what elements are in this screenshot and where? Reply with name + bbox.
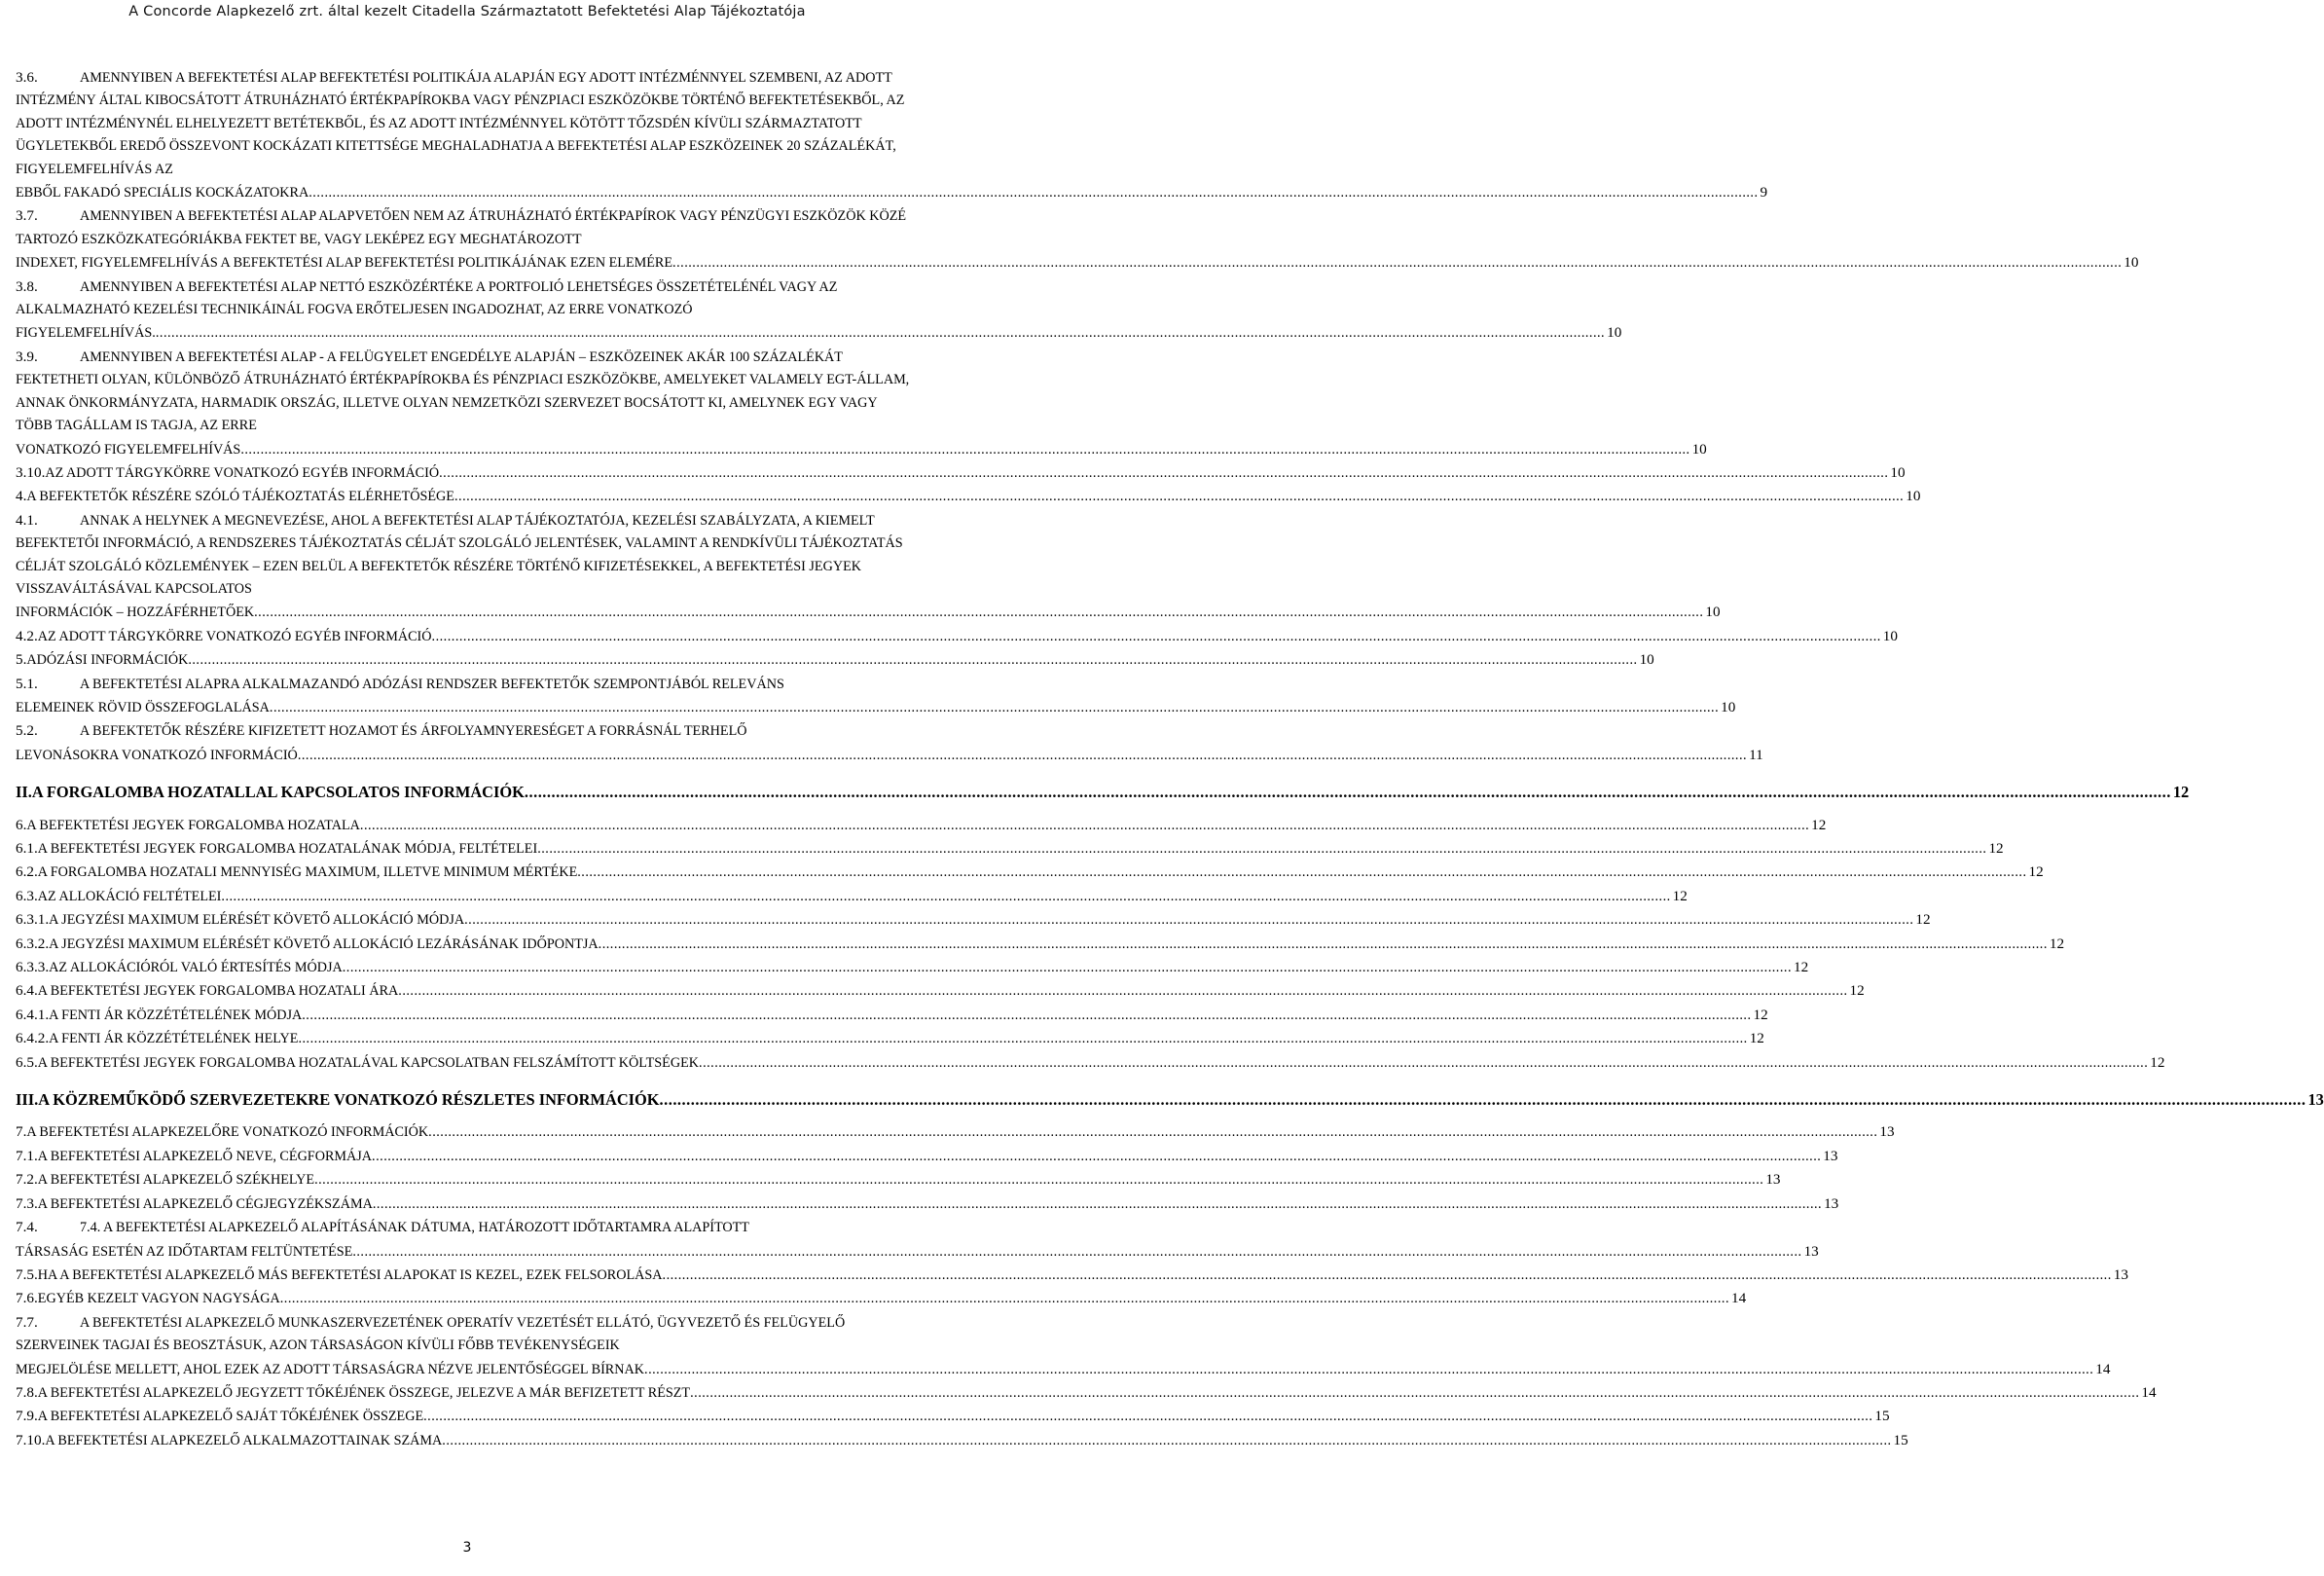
toc-entry[interactable] bbox=[16, 1381, 2157, 1405]
toc-page-number[interactable]: 12 bbox=[1672, 887, 1688, 904]
toc-entry-number: 7.7. bbox=[16, 1313, 38, 1331]
toc-entry-number: 7.6. bbox=[16, 1290, 38, 1307]
leader-dots bbox=[240, 439, 1689, 461]
toc-entry[interactable] bbox=[16, 979, 1865, 1003]
toc-entry-title-end: AZ ALLOKÁCIÓ FELTÉTELEI bbox=[37, 888, 222, 904]
toc-entry-title-end: VONATKOZÓ FIGYELEMFELHÍVÁS bbox=[16, 441, 241, 458]
toc-entry-title-end: EBBŐL FAKADÓ SPECIÁLIS KOCKÁZATOKRA bbox=[16, 185, 309, 202]
toc-entry-number: 6.2. bbox=[16, 863, 38, 881]
toc-entry-number: 3.8. bbox=[16, 277, 38, 295]
leader-dots bbox=[298, 745, 1747, 767]
toc-entry[interactable] bbox=[16, 814, 1827, 837]
toc-entry-title-end: A BEFEKTETÉSI JEGYEK FORGALOMBA HOZATALÁVAL KAPCSOLATBAN FELSZÁMÍTOTT KÖLTSÉGEK bbox=[37, 1054, 700, 1071]
toc-page-number[interactable]: 10 bbox=[1691, 440, 1707, 458]
leader-dots bbox=[660, 1088, 2306, 1111]
toc-entry-number: 7.5. bbox=[16, 1265, 38, 1283]
leader-dots bbox=[672, 252, 2122, 275]
leader-dots bbox=[699, 1052, 2148, 1075]
toc-entry[interactable] bbox=[16, 346, 1707, 461]
leader-dots bbox=[442, 1430, 1891, 1452]
toc-entry-title: AMENNYIBEN A BEFEKTETÉSI ALAP ALAPVETŐEN NEM AZ ÁTRUHÁZHATÓ ÉRTÉKPAPÍROK VAGY PÉNZÜGYI ESZKÖZÖK KÖZÉ TARTOZÓ ESZKÖZKATEGÓRIÁKBA FEKTET BE, VAGY LEKÉPEZ EGY MEGHATÁROZOTT bbox=[16, 208, 907, 247]
leader-dots bbox=[464, 909, 1913, 932]
toc-page-number[interactable]: 10 bbox=[1721, 698, 1736, 715]
toc-entry-number: 5.2. bbox=[16, 722, 38, 740]
toc-entry-title-end: A BEFEKTETÉSI JEGYEK FORGALOMBA HOZATALI ÁRA bbox=[37, 983, 399, 1000]
toc-entry-title-end: A BEFEKTETÉSI ALAPKEZELŐ JEGYZETT TŐKÉJÉNEK ÖSSZEGE, JELEZVE A MÁR BEFIZETETT RÉSZT bbox=[37, 1384, 691, 1401]
leader-dots bbox=[537, 838, 1986, 861]
toc-entry[interactable] bbox=[16, 837, 2004, 861]
toc-entry-title-end: TÁRSASÁG ESETÉN AZ IDŐTARTAM FELTÜNTETÉSE bbox=[16, 1243, 353, 1260]
toc-entry[interactable] bbox=[16, 1264, 2128, 1287]
leader-dots bbox=[280, 1288, 1729, 1310]
toc-entry-title: AMENNYIBEN A BEFEKTETÉSI ALAP - A FELÜGYELET ENGEDÉLYE ALAPJÁN – ESZKÖZEINEK AKÁR 100 SZÁZALÉKÁT FEKTETHETI OLYAN, KÜLÖNBÖZŐ ÁTRUHÁZHATÓ ÉRTÉKPAPÍROKBA ÉS PÉNZPIACI ESZKÖZÖKBE, AMELYEKET VALAMELY EGT-ÁLLAM, ANNAK ÖNKORMÁNYZATA, HARMADIK ORSZÁG, ILLETVE OLYAN NEMZETKÖZI SZERVEZET BOCSÁTOTT KI, AMELYNEK EGY VAGY TÖBB TAGÁLLAM IS TAGJA, AZ ERRE bbox=[16, 348, 910, 434]
toc-entry[interactable] bbox=[16, 673, 1736, 720]
toc-entry-number: 7. bbox=[16, 1123, 27, 1141]
leader-dots bbox=[599, 934, 2048, 956]
toc-page-number[interactable]: 10 bbox=[1906, 488, 1921, 505]
toc-page-number[interactable]: 14 bbox=[2141, 1383, 2157, 1401]
toc-page-number[interactable]: 12 bbox=[1753, 1006, 1768, 1023]
toc-entry[interactable] bbox=[16, 1429, 1908, 1452]
leader-dots bbox=[373, 1193, 1822, 1216]
leader-dots bbox=[663, 1264, 2112, 1287]
toc-entry-title-end: A JEGYZÉSI MAXIMUM ELÉRÉSÉT KÖVETŐ ALLOKÁCIÓ LEZÁRÁSÁNAK IDŐPONTJA bbox=[49, 935, 599, 952]
leader-dots bbox=[577, 861, 2026, 884]
running-header: A Concorde Alapkezelő zrt. által kezelt Citadella Származtatott Befektetési Alap Tájékoztatója bbox=[128, 4, 806, 19]
leader-dots bbox=[372, 1146, 1821, 1168]
toc-entry-number: 3.6. bbox=[16, 69, 38, 86]
toc-entry-title-end: LEVONÁSOKRA VONATKOZÓ INFORMÁCIÓ bbox=[16, 747, 298, 763]
toc-entry-title-end: AZ ADOTT TÁRGYKÖRRE VONATKOZÓ EGYÉB INFORMÁCIÓ bbox=[45, 464, 440, 481]
toc-entry[interactable] bbox=[16, 1405, 1890, 1428]
leader-dots bbox=[352, 1241, 1801, 1264]
toc-entry-title-end: A FENTI ÁR KÖZZÉTÉTELÉNEK HELYE bbox=[49, 1031, 299, 1047]
toc-entry-title-end: A BEFEKTETÉSI ALAPKEZELŐ ALKALMAZOTTAINAK SZÁMA bbox=[45, 1432, 443, 1448]
toc-entry-number: 7.8. bbox=[16, 1383, 38, 1401]
toc-entry-title-end: A BEFEKTETÉSI ALAPKEZELŐ NEVE, CÉGFORMÁJA bbox=[37, 1148, 373, 1164]
leader-dots bbox=[314, 1169, 1763, 1191]
toc-entry-number: 4.2. bbox=[16, 627, 38, 644]
toc-entry-title-end: ADÓZÁSI INFORMÁCIÓK bbox=[26, 652, 189, 669]
toc-entry[interactable] bbox=[16, 781, 2190, 803]
toc-entry-number: 6.3.2. bbox=[16, 935, 50, 952]
toc-entry-number: 4. bbox=[16, 488, 27, 505]
toc-page-number[interactable]: 9 bbox=[1760, 184, 1768, 202]
toc-entry-title: AMENNYIBEN A BEFEKTETÉSI ALAP BEFEKTETÉSI POLITIKÁJA ALAPJÁN EGY ADOTT INTÉZMÉNNYEL SZEMBENI, AZ ADOTT INTÉZMÉNY ÁLTAL KIBOCSÁTOTT ÁTRUHÁZHATÓ ÉRTÉKPAPÍROKBA VAGY PÉNZPIACI ESZKÖZÖKBE TÖRTÉNŐ BEFEKTETÉSEKBŐL, AZ ADOTT INTÉZMÉNYNÉL ELHELYEZETT BETÉTEKBŐL, ÉS AZ ADOTT INTÉZMÉNNYEL KÖTÖTT TŐZSDÉN KÍVÜLI SZÁRMAZTATOTT ÜGYLETEKBŐL EREDŐ ÖSSZEVONT KOCKÁZATI KITETTSÉGE MEGHALADHATJA A BEFEKTETÉSI ALAP ESZKÖZEINEK 20 SZÁZALÉKÁT, FIGYELEMFELHÍVÁS AZ bbox=[16, 70, 905, 177]
toc-entry-number: 7.4. bbox=[16, 1219, 38, 1236]
page-number: 3 bbox=[462, 1540, 472, 1556]
toc-entry[interactable] bbox=[16, 861, 2044, 884]
toc-entry-title-end: AZ ADOTT TÁRGYKÖRRE VONATKOZÓ EGYÉB INFORMÁCIÓ bbox=[37, 628, 432, 644]
toc-entry-number: 5. bbox=[16, 651, 27, 669]
toc-entry[interactable] bbox=[16, 1216, 1819, 1264]
leader-dots bbox=[302, 1005, 1751, 1027]
leader-dots bbox=[298, 1028, 1747, 1050]
leader-dots bbox=[156, 322, 1605, 345]
toc-entry[interactable] bbox=[16, 66, 1768, 204]
toc-entry[interactable] bbox=[16, 1311, 2111, 1381]
leader-dots bbox=[428, 1121, 1877, 1144]
toc-entry[interactable] bbox=[16, 908, 1931, 932]
leader-dots bbox=[644, 1359, 2093, 1381]
toc-entry-number: 6.3.3. bbox=[16, 959, 50, 976]
toc-page-number[interactable]: 15 bbox=[1874, 1408, 1890, 1425]
toc-entry[interactable] bbox=[16, 956, 1809, 979]
leader-dots bbox=[690, 1382, 2139, 1405]
toc-page-number[interactable]: 12 bbox=[1988, 840, 2004, 857]
toc-page-number[interactable]: 13 bbox=[1824, 1194, 1839, 1212]
toc-entry-number: 6. bbox=[16, 816, 27, 833]
toc-page-number[interactable]: 13 bbox=[1765, 1171, 1781, 1189]
toc-page-number[interactable]: 13 bbox=[1803, 1242, 1819, 1260]
toc-entry-title-end: AZ ALLOKÁCIÓRÓL VALÓ ÉRTESÍTÉS MÓDJA bbox=[49, 960, 343, 976]
toc-page-number[interactable]: 10 bbox=[2124, 254, 2139, 272]
toc-entry-title: A BEFEKTETŐK RÉSZÉRE KIFIZETETT HOZAMOT ÉS ÁRFOLYAMNYERESÉGET A FORRÁSNÁL TERHELŐ bbox=[80, 723, 747, 740]
toc-entry[interactable] bbox=[16, 485, 1921, 508]
toc-entry-title-end: A BEFEKTETÉSI JEGYEK FORGALOMBA HOZATALA bbox=[26, 817, 360, 833]
toc-entry[interactable] bbox=[16, 1051, 2165, 1075]
toc-entry[interactable] bbox=[16, 1145, 1838, 1168]
toc-entry-title-end: MEGJELÖLÉSE MELLETT, AHOL EZEK AZ ADOTT TÁRSASÁGRA NÉZVE JELENTŐSÉGGEL BÍRNAK bbox=[16, 1361, 645, 1377]
toc-entry-number: 6.1. bbox=[16, 840, 38, 857]
toc-entry-title-end: INDEXET, FIGYELEMFELHÍVÁS A BEFEKTETÉSI ALAP BEFEKTETÉSI POLITIKÁJÁNAK EZEN ELEMÉRE bbox=[16, 255, 673, 272]
toc-entry-title: AMENNYIBEN A BEFEKTETÉSI ALAP NETTÓ ESZKÖZÉRTÉKE A PORTFOLIÓ LEHETSÉGES ÖSSZETÉTELÉNÉL VAGY AZ ALKALMAZHATÓ KEZELÉSI TECHNIKÁINÁL FOGVA ERŐTELJESEN INGADOZHAT, AZ ERRE VONATKOZÓ bbox=[16, 278, 838, 318]
toc-entry-title-end: A JEGYZÉSI MAXIMUM ELÉRÉSÉT KÖVETŐ ALLOKÁCIÓ MÓDJA bbox=[49, 912, 465, 929]
toc-entry[interactable] bbox=[16, 204, 2139, 275]
toc-entry-number: II. bbox=[16, 783, 32, 802]
toc-entry[interactable] bbox=[16, 885, 1688, 908]
toc-entry-title-end: ELEMEINEK RÖVID ÖSSZEFOGLALÁSA bbox=[16, 699, 270, 715]
toc-entry[interactable] bbox=[16, 933, 2065, 956]
toc-entry[interactable] bbox=[16, 275, 1622, 346]
toc-entry-title: ANNAK A HELYNEK A MEGNEVEZÉSE, AHOL A BEFEKTETÉSI ALAP TÁJÉKOZTATÓJA, KEZELÉSI SZABÁLYZATA, A KIEMELT BEFEKTETŐI INFORMÁCIÓ, A RENDSZERES TÁJÉKOZTATÁS CÉLJÁT SZOLGÁLÓ JELENTÉSEK, VALAMINT A RENDKÍVÜLI TÁJÉKOZTATÁS CÉLJÁT SZOLGÁLÓ KÖZLEMÉNYEK – EZEN BELÜL A BEFEKTETŐK RÉSZÉRE TÖRTÉNŐ KIFIZETÉSEKKEL, A BEFEKTETÉSI JEGYEK VISSZAVÁLTÁSÁVAL KAPCSOLATOS bbox=[16, 512, 903, 597]
toc-entry-title-end: A KÖZREMŰKÖDŐ SZERVEZETEKRE VONATKOZÓ RÉSZLETES INFORMÁCIÓK bbox=[38, 1090, 660, 1110]
toc-page-number[interactable]: 12 bbox=[1915, 911, 1931, 929]
toc-entry-title-end: A FORGALOMBA HOZATALLAL KAPCSOLATOS INFORMÁCIÓK bbox=[31, 783, 525, 802]
toc-entry-title-end: A FENTI ÁR KÖZZÉTÉTELÉNEK MÓDJA bbox=[49, 1007, 303, 1023]
toc-entry-title-end: A BEFEKTETÉSI ALAPKEZELŐRE VONATKOZÓ INFORMÁCIÓK bbox=[26, 1124, 429, 1141]
toc-page-number[interactable]: 12 bbox=[1749, 1030, 1764, 1047]
toc-entry-number: 6.4.1. bbox=[16, 1006, 50, 1023]
toc-entry-title-end: A BEFEKTETÉSI ALAPKEZELŐ CÉGJEGYZÉKSZÁMA bbox=[37, 1195, 373, 1212]
toc-entry-title-end: A BEFEKTETŐK RÉSZÉRE SZÓLÓ TÁJÉKOZTATÁS ELÉRHETŐSÉGE bbox=[26, 489, 454, 505]
toc-entry-title-end: INFORMÁCIÓK – HOZZÁFÉRHETŐEK bbox=[16, 605, 255, 621]
toc-entry-title-end: A BEFEKTETÉSI ALAPKEZELŐ SZÉKHELYE bbox=[37, 1172, 315, 1189]
toc-entry-title: A BEFEKTETÉSI ALAPRA ALKALMAZANDÓ ADÓZÁSI RENDSZER BEFEKTETŐK SZEMPONTJÁBÓL RELEVÁNS bbox=[80, 676, 784, 692]
toc-entry-number: 3.9. bbox=[16, 348, 38, 365]
toc-entry[interactable] bbox=[16, 1287, 1747, 1310]
toc-page-number[interactable]: 10 bbox=[1882, 627, 1898, 644]
toc-entry-title-end: A BEFEKTETÉSI JEGYEK FORGALOMBA HOZATALÁNAK MÓDJA, FELTÉTELEI bbox=[37, 841, 538, 857]
toc-entry-title-end: FIGYELEMFELHÍVÁS. bbox=[16, 325, 156, 342]
toc-entry-number: 5.1. bbox=[16, 675, 38, 692]
toc-page-number[interactable]: 13 bbox=[1823, 1147, 1838, 1164]
toc-entry[interactable] bbox=[16, 1027, 1764, 1050]
toc-entry-title-end: A FORGALOMBA HOZATALI MENNYISÉG MAXIMUM, ILLETVE MINIMUM MÉRTÉKE bbox=[37, 864, 578, 881]
toc-entry-number: 7.10. bbox=[16, 1431, 46, 1448]
toc-entry-number: 7.1. bbox=[16, 1147, 38, 1164]
toc-page-number[interactable]: 12 bbox=[1793, 959, 1809, 976]
leader-dots bbox=[188, 649, 1637, 672]
toc-entry[interactable] bbox=[16, 1004, 1768, 1027]
toc-entry-number: 7.2. bbox=[16, 1171, 38, 1189]
toc-entry-number: 7.9. bbox=[16, 1408, 38, 1425]
toc-page-number[interactable]: 15 bbox=[1893, 1431, 1908, 1448]
leader-dots bbox=[423, 1406, 1872, 1428]
toc-page-number[interactable]: 11 bbox=[1749, 746, 1763, 763]
toc-entry-number: 6.4.2. bbox=[16, 1030, 50, 1047]
toc-entry[interactable] bbox=[16, 1192, 1839, 1216]
toc-entry[interactable] bbox=[16, 1168, 1781, 1191]
toc-entry-title-end: HA A BEFEKTETÉSI ALAPKEZELŐ MÁS BEFEKTETÉSI ALAPOKAT IS KEZEL, EZEK FELSOROLÁSA bbox=[37, 1266, 663, 1283]
toc-entry-title: 7.4. A BEFEKTETÉSI ALAPKEZELŐ ALAPÍTÁSÁNAK DÁTUMA, HATÁROZOTT IDŐTARTAMRA ALAPÍTOTT bbox=[80, 1220, 749, 1236]
toc-page-number[interactable]: 13 bbox=[2113, 1265, 2128, 1283]
toc-page-number[interactable]: 10 bbox=[1639, 651, 1654, 669]
toc-page-number[interactable]: 10 bbox=[1607, 324, 1622, 342]
toc-entry-number: 4.1. bbox=[16, 511, 38, 529]
toc-entry[interactable] bbox=[16, 625, 1898, 648]
leader-dots bbox=[525, 781, 2171, 803]
toc-entry[interactable] bbox=[16, 509, 1721, 625]
toc-entry[interactable] bbox=[16, 461, 1906, 485]
toc-entry[interactable] bbox=[16, 1088, 2324, 1111]
toc-page-number[interactable]: 14 bbox=[1730, 1290, 1747, 1307]
toc-page-number[interactable]: 10 bbox=[1890, 463, 1906, 481]
toc-entry[interactable] bbox=[16, 648, 1654, 672]
toc-entry-number: 3.10. bbox=[16, 463, 46, 481]
table-of-contents bbox=[16, 66, 2324, 1452]
toc-entry-number: 7.3. bbox=[16, 1194, 38, 1212]
leader-dots bbox=[439, 462, 1888, 485]
toc-entry-title-end: EGYÉB KEZELT VAGYON NAGYSÁGA bbox=[37, 1291, 280, 1307]
leader-dots bbox=[398, 980, 1847, 1003]
leader-dots bbox=[454, 486, 1904, 508]
toc-page-number[interactable]: 12 bbox=[2172, 783, 2190, 802]
toc-entry-number: III. bbox=[16, 1090, 39, 1110]
toc-entry-number: 6.4. bbox=[16, 982, 38, 1000]
toc-entry-title-end: A BEFEKTETÉSI ALAPKEZELŐ SAJÁT TŐKÉJÉNEK ÖSSZEGE bbox=[37, 1409, 424, 1425]
toc-page-number[interactable]: 14 bbox=[2095, 1360, 2111, 1377]
toc-page-number[interactable]: 12 bbox=[2150, 1053, 2165, 1071]
leader-dots bbox=[221, 886, 1670, 908]
toc-page-number[interactable]: 12 bbox=[2028, 863, 2044, 881]
toc-page-number[interactable]: 12 bbox=[1811, 816, 1827, 833]
toc-entry[interactable] bbox=[16, 719, 1763, 767]
toc-entry-number: 3.7. bbox=[16, 207, 38, 225]
toc-entry-title: A BEFEKTETÉSI ALAPKEZELŐ MUNKASZERVEZETÉNEK OPERATÍV VEZETÉSÉT ELLÁTÓ, ÜGYVEZETŐ ÉS FELÜGYELŐ SZERVEINEK TAGJAI ÉS BEOSZTÁSUK, AZON TÁRSASÁGON KÍVÜLI FŐBB TEVÉKENYSÉGEIK bbox=[16, 1314, 846, 1354]
leader-dots bbox=[360, 815, 1809, 837]
toc-entry[interactable] bbox=[16, 1120, 1895, 1144]
toc-entry-number: 6.3. bbox=[16, 887, 38, 904]
toc-page-number[interactable]: 13 bbox=[1879, 1123, 1895, 1141]
toc-page-number[interactable]: 10 bbox=[1705, 604, 1721, 621]
toc-entry-number: 6.5. bbox=[16, 1053, 38, 1071]
leader-dots bbox=[270, 697, 1719, 719]
toc-page-number[interactable]: 12 bbox=[1849, 982, 1865, 1000]
toc-page-number[interactable]: 12 bbox=[2049, 935, 2065, 952]
toc-entry-number: 6.3.1. bbox=[16, 911, 50, 929]
leader-dots bbox=[254, 602, 1703, 624]
leader-dots bbox=[432, 626, 1881, 648]
leader-dots bbox=[309, 182, 1758, 204]
leader-dots bbox=[343, 957, 1792, 979]
toc-page-number[interactable]: 13 bbox=[2307, 1090, 2324, 1110]
